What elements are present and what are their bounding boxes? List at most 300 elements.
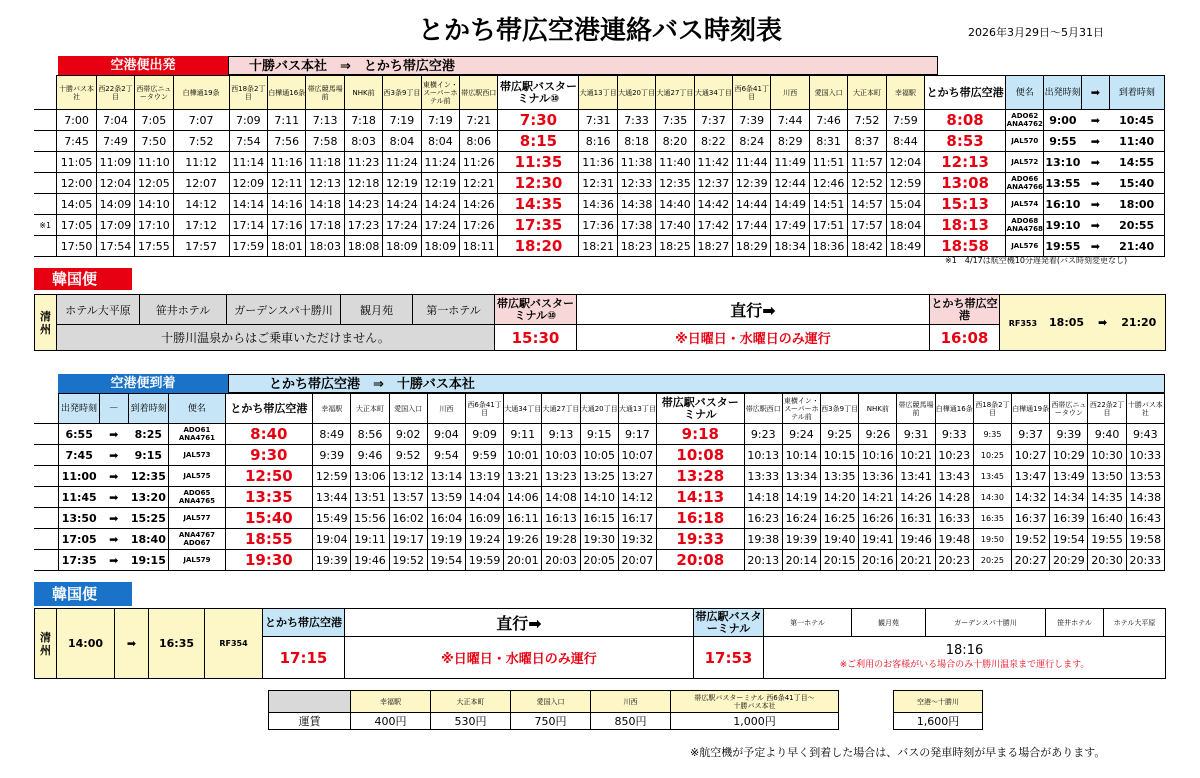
time-cell: 12:39 [733,173,771,194]
stop-header: 大正本町 [848,76,886,110]
time-cell: 7:52 [173,131,229,152]
time-cell: 12:04 [96,173,134,194]
time-cell: 14:38 [1126,487,1164,508]
fare-extra-value: 1,600円 [894,713,983,730]
time-cell: 16:25 [821,508,859,529]
terminal-time: 18:20 [498,236,579,257]
time-cell: 10:21 [897,445,935,466]
time-cell: 15:56 [351,508,389,529]
flight-arr-time: 18:00 [1109,194,1164,215]
time-cell: 17:57 [173,236,229,257]
time-cell: 9:43 [1126,424,1164,445]
stop-header: 西6条41丁目 [733,76,771,110]
time-cell: 12:07 [173,173,229,194]
time-cell: 11:14 [229,152,267,173]
terminal-header: 帯広駅バスターミナル [656,394,744,424]
arrow-icon: ➡ [1098,316,1108,329]
time-cell: 10:23 [935,445,973,466]
time-cell: 13:19 [465,466,503,487]
flight-dep-time: 9:55 [1044,131,1081,152]
dep-route: 十勝バス本社 ⇒ とかち帯広空港 [228,56,938,75]
flight-arr-time: 9:15 [128,445,168,466]
korea-arr-terminal: 帯広駅バスターミナル [695,609,762,635]
time-cell: 11:12 [173,152,229,173]
time-cell: 18:23 [617,236,655,257]
fare-table [268,690,839,730]
time-cell: 7:44 [771,110,809,131]
time-cell: 12:11 [268,173,306,194]
time-cell: 14:26 [460,194,498,215]
table-row [34,131,1165,152]
korea-arr-days: ※日曜日・水曜日のみ運行 [345,637,694,679]
time-cell: 11:36 [579,152,617,173]
table-row [34,466,1165,487]
time-cell: 8:37 [848,131,886,152]
dep-note: ※1 4/17は航空機10分遅発着(バス時刻変更なし) [945,256,1128,265]
row-mark [34,529,59,550]
row-mark [34,466,59,487]
stop-header: 幸福駅 [313,394,351,424]
korea-dep-fd: 18:05 [1049,316,1085,329]
fare-head: 川西 [591,691,671,713]
stop-header: NHK前 [344,76,382,110]
time-cell: 7:58 [306,131,344,152]
time-cell: 14:04 [465,487,503,508]
time-cell: 14:21 [859,487,897,508]
stop-header: 西帯広ニュータウン [1050,394,1088,424]
stop-header: 西帯広ニュータウン [135,76,173,110]
stop-header: 帯広駅西口 [744,394,782,424]
time-cell: 10:05 [580,445,618,466]
time-cell: 9:40 [1088,424,1126,445]
time-cell: 16:43 [1126,508,1164,529]
flight-dep-time: 19:10 [1044,215,1081,236]
stop-header: 大通13丁目 [579,76,617,110]
time-cell: 19:26 [504,529,542,550]
flight-number: JAL579 [169,550,225,571]
time-cell: 11:16 [268,152,306,173]
korea-arr-airport: とかち帯広空港 [263,609,345,637]
time-cell: 17:10 [135,215,173,236]
time-cell: 7:59 [886,110,924,131]
flight-dep-time: 6:55 [59,424,99,445]
arrow-icon: ➡ [1081,76,1109,110]
time-cell: 7:52 [848,110,886,131]
stop-header: 大通27丁目 [542,394,580,424]
stop-header: 十勝バス本社 [57,76,96,110]
row-mark [34,173,57,194]
arrow-icon: ➡ [1081,110,1109,131]
time-cell: 19:04 [313,529,351,550]
time-cell: 9:02 [389,424,427,445]
time-cell: 8:29 [771,131,809,152]
period: 2026年3月29日～5月31日 [968,26,1104,39]
flight-dep-time: 19:55 [1044,236,1081,257]
arrow-icon: ➡ [99,424,128,445]
time-cell: 20:03 [542,550,580,571]
stop-header: 川西 [427,394,465,424]
time-cell: 12:44 [771,173,809,194]
korea-arr-hotel: 第一ホテル [764,609,852,637]
stop-header: 白樺通19条 [173,76,229,110]
time-cell: 13:47 [1012,466,1050,487]
stop-header: 白樺通16条 [268,76,306,110]
terminal-time: 19:33 [656,529,744,550]
time-cell: 7:39 [733,110,771,131]
time-cell: 14:24 [383,194,421,215]
time-cell: 19:52 [389,550,427,571]
time-cell: 11:51 [809,152,847,173]
terminal-header: 帯広駅バスターミナル⑩ [498,76,579,110]
terminal-time: 10:08 [656,445,744,466]
time-cell: 13:50 [1088,466,1126,487]
blank-cell [34,76,57,110]
stop-header: 西18条2丁目 [973,394,1011,424]
time-cell: 20:30 [1088,550,1126,571]
arrow-icon: ➡ [99,550,128,571]
korea-dep-flight: RF353 [1008,319,1038,328]
korea-arr-direct: 直行➡ [345,609,694,637]
time-cell: 7:05 [135,110,173,131]
time-cell: 8:18 [617,131,655,152]
arr-table [34,393,1165,571]
time-cell: 8:22 [694,131,732,152]
stop-header: 西3条9丁目 [383,76,421,110]
time-cell: 18:29 [733,236,771,257]
time-cell: 7:49 [96,131,134,152]
time-cell: 10:13 [744,445,782,466]
time-cell: 14:36 [579,194,617,215]
stop-header: 帯広駅西口 [460,76,498,110]
time-cell: 13:43 [935,466,973,487]
time-cell: 15:49 [313,508,351,529]
flight-number: JAL572 [1006,152,1044,173]
time-cell: 10:33 [1126,445,1164,466]
airport-time: 8:40 [225,424,313,445]
table-row [34,173,1165,194]
stop-header: 白樺通16条 [935,394,973,424]
fare-head: 愛国入口 [511,691,591,713]
time-cell: 18:03 [306,236,344,257]
time-cell: 18:08 [344,236,382,257]
time-cell: 12:19 [421,173,459,194]
time-cell: 14:40 [656,194,694,215]
row-mark: ※1 [34,215,57,236]
time-cell: 9:39 [313,445,351,466]
korea-arr-fd: 14:00 [57,609,115,679]
time-cell: 13:57 [389,487,427,508]
time-cell: 17:12 [173,215,229,236]
flight-number: JAL576 [1006,236,1044,257]
time-cell: 20:23 [935,550,973,571]
time-cell: 20:25 [973,550,1011,571]
time-cell: 16:04 [427,508,465,529]
time-cell: 9:15 [580,424,618,445]
time-cell: 18:36 [809,236,847,257]
time-cell: 10:27 [1012,445,1050,466]
time-cell: 19:54 [1050,529,1088,550]
table-row [34,152,1165,173]
stop-header: 大通34丁目 [504,394,542,424]
time-cell: 19:19 [427,529,465,550]
airport-time: 19:30 [225,550,313,571]
row-mark [34,445,59,466]
stop-header: 大通27丁目 [656,76,694,110]
time-cell: 19:40 [821,529,859,550]
blank-cell [34,394,59,424]
stop-header: 西22条2丁目 [96,76,134,110]
time-cell: 8:03 [344,131,382,152]
time-cell: 10:29 [1050,445,1088,466]
airport-time: 13:08 [925,173,1006,194]
time-cell: 18:11 [460,236,498,257]
time-cell: 10:14 [782,445,820,466]
time-cell: 17:49 [771,215,809,236]
time-cell: 13:34 [782,466,820,487]
time-cell: 19:39 [313,550,351,571]
stop-header: 十勝バス本社 [1126,394,1164,424]
time-cell: 16:11 [504,508,542,529]
time-cell: 9:23 [744,424,782,445]
time-cell: 14:14 [229,194,267,215]
time-cell: 18:01 [268,236,306,257]
time-cell: 19:11 [351,529,389,550]
stop-header: 東横イン・スーパーホテル前 [782,394,820,424]
time-cell: 11:24 [421,152,459,173]
time-cell: 11:05 [57,152,96,173]
dep-table [34,75,1165,257]
time-cell: 14:42 [694,194,732,215]
row-mark [34,194,57,215]
time-cell: 14:12 [618,487,656,508]
time-cell: 16:35 [973,508,1011,529]
stop-header: 西6条41丁目 [465,394,503,424]
stop-header: 大通20丁目 [617,76,655,110]
table-row [34,236,1165,257]
stop-header: 西3条9丁目 [821,394,859,424]
time-cell: 9:39 [1050,424,1088,445]
time-cell: 14:49 [771,194,809,215]
time-cell: 13:49 [1050,466,1088,487]
arrow-icon: ➡ [99,487,128,508]
time-cell: 7:45 [57,131,96,152]
arrow-icon: ➡ [1081,131,1109,152]
footnote: ※航空機が予定より早く到着した場合は、バスの発車時刻が早まる場合があります。 [690,746,1106,759]
table-row [34,529,1165,550]
flight-arr-time: 21:40 [1109,236,1164,257]
stop-header: 白樺通19条 [1012,394,1050,424]
time-cell: 17:24 [383,215,421,236]
time-cell: 8:04 [383,131,421,152]
stop-header: 愛国入口 [809,76,847,110]
time-cell: 13:25 [580,466,618,487]
time-cell: 11:38 [617,152,655,173]
stop-header: 大通20丁目 [580,394,618,424]
time-cell: 12:31 [579,173,617,194]
time-cell: 10:25 [973,445,1011,466]
time-cell: 7:50 [135,131,173,152]
airport-time: 18:13 [925,215,1006,236]
time-cell: 16:02 [389,508,427,529]
time-cell: 16:40 [1088,508,1126,529]
flight-arr-time: 15:25 [128,508,168,529]
time-cell: 12:59 [313,466,351,487]
time-cell: 14:23 [344,194,382,215]
time-cell: 11:49 [771,152,809,173]
time-cell: 14:10 [135,194,173,215]
time-cell: 20:01 [504,550,542,571]
time-cell: 13:36 [859,466,897,487]
korea-arr-air-time: 17:15 [263,637,345,679]
time-cell: 17:16 [268,215,306,236]
flight-dep-time: 9:00 [1044,110,1081,131]
time-cell: 19:41 [859,529,897,550]
terminal-time: 11:35 [498,152,579,173]
airport-time: 9:30 [225,445,313,466]
table-row [34,508,1165,529]
flight-dep-time: 17:05 [59,529,99,550]
time-cell: 17:57 [848,215,886,236]
dep-time-header: 出発時刻 [59,394,99,424]
time-cell: 14:19 [782,487,820,508]
arrow-icon: ➡ [115,609,149,679]
time-cell: 12:59 [886,173,924,194]
time-cell: 13:51 [351,487,389,508]
time-cell: 13:27 [618,466,656,487]
time-cell: 14:05 [57,194,96,215]
time-cell: 14:30 [973,487,1011,508]
time-cell: 7:04 [96,110,134,131]
time-cell: 18:09 [383,236,421,257]
time-cell: 9:25 [821,424,859,445]
terminal-time: 13:28 [656,466,744,487]
time-cell: 14:34 [1050,487,1088,508]
time-cell: 17:38 [617,215,655,236]
korea-dep-hotel: 第一ホテル [413,295,495,325]
flight-dep-time: 16:10 [1044,194,1081,215]
time-cell: 17:50 [57,236,96,257]
flight-arr-time: 10:45 [1109,110,1164,131]
arr-time-header: 到着時刻 [1109,76,1164,110]
flight-number: ADO61 ANA4761 [169,424,225,445]
time-cell: 20:21 [897,550,935,571]
time-cell: 16:31 [897,508,935,529]
row-mark [34,508,59,529]
korea-arr-table [34,608,1166,679]
time-cell: 12:35 [656,173,694,194]
time-cell: 19:50 [973,529,1011,550]
terminal-time: 20:08 [656,550,744,571]
time-cell: 7:31 [579,110,617,131]
fare-head: 幸福駅 [351,691,431,713]
flight-number: JAL577 [169,508,225,529]
row-mark [34,550,59,571]
korea-dep-table [34,294,1166,351]
arrow-icon: ➡ [99,529,128,550]
time-cell: 19:54 [427,550,465,571]
time-cell: 12:04 [886,152,924,173]
time-cell: 8:20 [656,131,694,152]
korea-arr-hotel-time: 18:16 [945,642,984,658]
airport-header: とかち帯広空港 [925,76,1006,110]
flight-dep-time: 7:45 [59,445,99,466]
time-cell: 12:13 [306,173,344,194]
row-mark [34,236,57,257]
arrow-icon: ➡ [99,445,128,466]
airport-time: 15:40 [225,508,313,529]
arrow-icon: ➡ [1081,236,1109,257]
time-cell: 16:13 [542,508,580,529]
time-cell: 9:31 [897,424,935,445]
time-cell: 17:18 [306,215,344,236]
korea-dep-hotel: ホテル大平原 [57,295,140,325]
time-cell: 16:37 [1012,508,1050,529]
time-cell: 7:00 [57,110,96,131]
time-cell: 16:15 [580,508,618,529]
terminal-time: 7:30 [498,110,579,131]
fare-label: 運賃 [269,713,351,730]
time-cell: 19:38 [744,529,782,550]
korea-arr-hotel: ホテル大平原 [1104,609,1166,637]
time-cell: 19:59 [465,550,503,571]
time-cell: 9:59 [465,445,503,466]
time-cell: 11:57 [848,152,886,173]
flight-arr-time: 14:55 [1109,152,1164,173]
time-cell: 19:58 [1126,529,1164,550]
time-cell: 19:46 [351,550,389,571]
row-mark [34,131,57,152]
time-cell: 7:33 [617,110,655,131]
stop-header: 西18条2丁目 [229,76,267,110]
fare-extra-head: 空港～十勝川 [894,691,983,713]
time-cell: 12:00 [57,173,96,194]
flight-arr-time: 13:20 [128,487,168,508]
time-cell: 9:35 [973,424,1011,445]
fare-head: 大正本町 [431,691,511,713]
arrow-icon: ➡ [1081,215,1109,236]
stop-header: 帯広競馬場前 [306,76,344,110]
time-cell: 9:33 [935,424,973,445]
row-mark [34,487,59,508]
korea-dep-label: 韓国便 [34,268,132,290]
airport-time: 8:53 [925,131,1006,152]
flight-dep-time: 11:00 [59,466,99,487]
time-cell: 13:53 [1126,466,1164,487]
korea-dep-term-time: 15:30 [495,325,577,351]
flight-arr-time: 20:55 [1109,215,1164,236]
stop-header: NHK前 [859,394,897,424]
time-cell: 19:55 [1088,529,1126,550]
stop-header: 東横イン・スーパーホテル前 [421,76,459,110]
korea-arr-hotel-cell [764,637,1166,679]
flight-number: JAL573 [169,445,225,466]
time-cell: 17:14 [229,215,267,236]
korea-dep-hotel: 笹井ホテル [140,295,227,325]
arr-route: とかち帯広空港 ⇒ 十勝バス本社 [228,374,1165,393]
korea-dep-days: ※日曜日・水曜日のみ運行 [577,325,930,351]
time-cell: 16:33 [935,508,973,529]
time-cell: 13:23 [542,466,580,487]
time-cell: 11:26 [460,152,498,173]
time-cell: 14:32 [1012,487,1050,508]
time-cell: 9:37 [1012,424,1050,445]
time-cell: 17:54 [96,236,134,257]
time-cell: 19:17 [389,529,427,550]
terminal-time: 17:35 [498,215,579,236]
flight-dep-time: 17:35 [59,550,99,571]
terminal-time: 8:15 [498,131,579,152]
time-cell: 8:16 [579,131,617,152]
